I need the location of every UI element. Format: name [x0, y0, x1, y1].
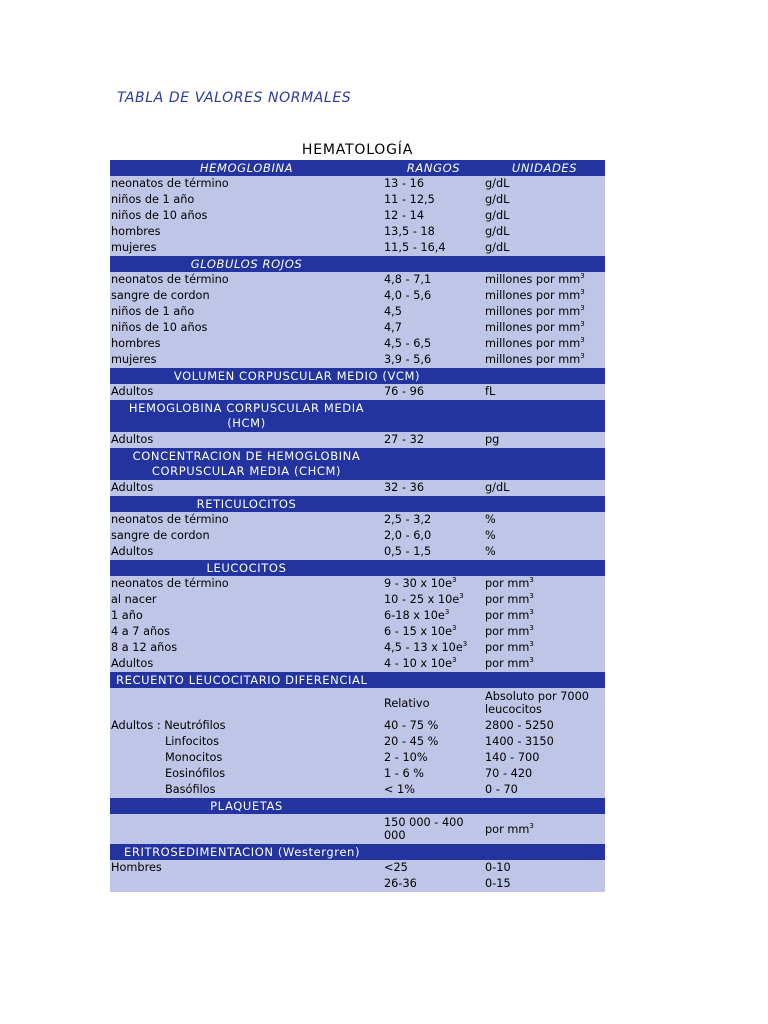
- row-label: sangre de cordon: [110, 288, 383, 304]
- row-absoluto: 140 - 700: [484, 750, 605, 766]
- row-range: 4,5 - 6,5: [383, 336, 484, 352]
- table-row: [110, 718, 605, 734]
- row-label: Monocitos: [110, 750, 383, 766]
- table-row: [110, 224, 605, 240]
- row-range: 12 - 14: [383, 208, 484, 224]
- row-absoluto: 1400 - 3150: [484, 734, 605, 750]
- row-unit: 0-10: [484, 860, 605, 876]
- header-chcm: CONCENTRACION DE HEMOGLOBINA CORPUSCULAR MEDIA (CHCM): [110, 448, 383, 480]
- row-label: neonatos de término: [110, 176, 383, 192]
- row-unit: por $mm^3$: [484, 814, 605, 844]
- table-row: [110, 176, 605, 192]
- row-range: 4,0 - 5,6: [383, 288, 484, 304]
- table-row: [110, 544, 605, 560]
- row-label: Eosinófilos: [110, 766, 383, 782]
- header-row-reticulocitos: [110, 496, 605, 512]
- row-absoluto: 0 - 70: [484, 782, 605, 798]
- row-range: 3,9 - 5,6: [383, 352, 484, 368]
- row-label: hombres: [110, 336, 383, 352]
- row-unit: por $mm^3$: [484, 608, 605, 624]
- table-row: [110, 272, 605, 288]
- row-relativo: 40 - 75 %: [383, 718, 484, 734]
- header-row-chcm: [110, 448, 605, 480]
- row-unit: millones por $mm^3$: [484, 336, 605, 352]
- table-row: [110, 432, 605, 448]
- document-title: TABLA DE VALORES NORMALES: [117, 90, 352, 106]
- row-unit: por $mm^3$: [484, 592, 605, 608]
- table-row: [110, 240, 605, 256]
- row-absoluto: 2800 - 5250: [484, 718, 605, 734]
- row-unit: g/dL: [484, 480, 605, 496]
- row-label: 8 a 12 años: [110, 640, 383, 656]
- table-row: [110, 304, 605, 320]
- row-label: niños de 1 año: [110, 304, 383, 320]
- row-range: 9 - 30 x $10e^3$: [383, 576, 484, 592]
- row-unit: millones por $mm^3$: [484, 320, 605, 336]
- row-range: 4,7: [383, 320, 484, 336]
- header-vcm: VOLUMEN CORPUSCULAR MEDIO (VCM): [110, 368, 484, 384]
- row-label: niños de 1 año: [110, 192, 383, 208]
- row-label: Adultos: [110, 480, 383, 496]
- row-label: niños de 10 años: [110, 320, 383, 336]
- table-row: [110, 766, 605, 782]
- row-range: 13 - 16: [383, 176, 484, 192]
- header-row-leucocitos: [110, 560, 605, 576]
- row-label: Hombres: [110, 860, 383, 876]
- row-unit: por $mm^3$: [484, 656, 605, 672]
- row-label: sangre de cordon: [110, 528, 383, 544]
- row-unit: por $mm^3$: [484, 624, 605, 640]
- table-row: [110, 288, 605, 304]
- table-row: [110, 528, 605, 544]
- row-label: Basófilos: [110, 782, 383, 798]
- table-row: [110, 576, 605, 592]
- table-row: [110, 734, 605, 750]
- row-label: niños de 10 años: [110, 208, 383, 224]
- row-unit: g/dL: [484, 224, 605, 240]
- header-unidades: UNIDADES: [484, 160, 605, 176]
- row-unit: millones por $mm^3$: [484, 352, 605, 368]
- row-unit: millones por $mm^3$: [484, 304, 605, 320]
- header-row-recuento: [110, 672, 605, 688]
- row-unit: %: [484, 512, 605, 528]
- hematology-table: [110, 160, 605, 892]
- header-rangos: RANGOS: [383, 160, 484, 176]
- row-range: 26-36: [383, 876, 484, 892]
- row-unit: pg: [484, 432, 605, 448]
- row-label: Adultos: [110, 432, 383, 448]
- header-row-globulos-rojos: [110, 256, 605, 272]
- recuento-subheader-row: [110, 688, 605, 718]
- row-unit: %: [484, 544, 605, 560]
- row-range: 11,5 - 16,4: [383, 240, 484, 256]
- table-row: [110, 656, 605, 672]
- row-unit: 0-15: [484, 876, 605, 892]
- row-absoluto: 70 - 420: [484, 766, 605, 782]
- header-row-hemoglobina: [110, 160, 605, 176]
- header-hemoglobina: HEMOGLOBINA: [110, 160, 383, 176]
- table-row: [110, 336, 605, 352]
- row-relativo: < 1%: [383, 782, 484, 798]
- row-unit: millones por $mm^3$: [484, 272, 605, 288]
- row-unit: por $mm^3$: [484, 576, 605, 592]
- header-row-vcm: [110, 368, 605, 384]
- row-unit: g/dL: [484, 240, 605, 256]
- header-recuento: RECUENTO LEUCOCITARIO DIFERENCIAL: [110, 672, 484, 688]
- table-row: [110, 208, 605, 224]
- header-row-eritrosedimentacion: [110, 844, 605, 860]
- row-unit: millones por $mm^3$: [484, 288, 605, 304]
- row-range: 0,5 - 1,5: [383, 544, 484, 560]
- row-range: 4,5 - 13 x $10e^3$: [383, 640, 484, 656]
- table-row: [110, 640, 605, 656]
- row-range: 4,5: [383, 304, 484, 320]
- row-label: neonatos de término: [110, 272, 383, 288]
- row-relativo: 20 - 45 %: [383, 734, 484, 750]
- row-label: 4 a 7 años: [110, 624, 383, 640]
- row-label: al nacer: [110, 592, 383, 608]
- header-row-plaquetas: [110, 798, 605, 814]
- subheader-relativo: Relativo: [383, 688, 484, 718]
- row-range: 32 - 36: [383, 480, 484, 496]
- table-row: [110, 352, 605, 368]
- row-range: 11 - 12,5: [383, 192, 484, 208]
- row-unit: g/dL: [484, 208, 605, 224]
- row-range: 150 000 - 400 000: [383, 814, 484, 844]
- row-label: Linfocitos: [110, 734, 383, 750]
- section-title-hematologia: HEMATOLOGÍA: [301, 142, 414, 158]
- row-range: 6-18 x $10e^3$: [383, 608, 484, 624]
- header-globulos-rojos: GLOBULOS ROJOS: [110, 256, 383, 272]
- table-row: [110, 624, 605, 640]
- row-range: 4,8 - 7,1: [383, 272, 484, 288]
- table-row: [110, 782, 605, 798]
- row-relativo: 1 - 6 %: [383, 766, 484, 782]
- header-leucocitos: LEUCOCITOS: [110, 560, 383, 576]
- row-range: 10 - 25 x $10e^3$: [383, 592, 484, 608]
- table-row: [110, 860, 605, 876]
- header-plaquetas: PLAQUETAS: [110, 798, 383, 814]
- row-label: mujeres: [110, 240, 383, 256]
- subheader-absoluto: Absoluto por 7000 leucocitos: [484, 688, 605, 718]
- row-unit: %: [484, 528, 605, 544]
- table-row: [110, 512, 605, 528]
- row-label: Adultos: [110, 544, 383, 560]
- table-row: [110, 876, 605, 892]
- row-range: 27 - 32: [383, 432, 484, 448]
- table-row: [110, 750, 605, 766]
- row-unit: por $mm^3$: [484, 640, 605, 656]
- row-range: 6 - 15 x $10e^3$: [383, 624, 484, 640]
- row-label: [110, 876, 383, 892]
- row-range: 4 - 10 x $10e^3$: [383, 656, 484, 672]
- table-row: [110, 592, 605, 608]
- row-label: 1 año: [110, 608, 383, 624]
- row-relativo: 2 - 10%: [383, 750, 484, 766]
- table-row: [110, 320, 605, 336]
- row-unit: g/dL: [484, 176, 605, 192]
- row-label: hombres: [110, 224, 383, 240]
- row-range: 76 - 96: [383, 384, 484, 400]
- table-row: [110, 384, 605, 400]
- row-range: 2,0 - 6,0: [383, 528, 484, 544]
- row-label: Adultos : Neutrófilos: [110, 718, 383, 734]
- table-row: [110, 192, 605, 208]
- table-row: [110, 814, 605, 844]
- header-hcm: HEMOGLOBINA CORPUSCULAR MEDIA (HCM): [110, 400, 383, 432]
- row-range: 2,5 - 3,2: [383, 512, 484, 528]
- row-label: mujeres: [110, 352, 383, 368]
- row-label: Adultos: [110, 656, 383, 672]
- row-range: 13,5 - 18: [383, 224, 484, 240]
- row-label: Adultos: [110, 384, 383, 400]
- row-unit: g/dL: [484, 192, 605, 208]
- row-label: neonatos de término: [110, 576, 383, 592]
- table-row: [110, 480, 605, 496]
- table-row: [110, 608, 605, 624]
- row-range: <25: [383, 860, 484, 876]
- row-unit: fL: [484, 384, 605, 400]
- header-row-hcm: [110, 400, 605, 432]
- header-eritrosedimentacion: ERITROSEDIMENTACION (Westergren): [110, 844, 484, 860]
- header-reticulocitos: RETICULOCITOS: [110, 496, 383, 512]
- row-label: neonatos de término: [110, 512, 383, 528]
